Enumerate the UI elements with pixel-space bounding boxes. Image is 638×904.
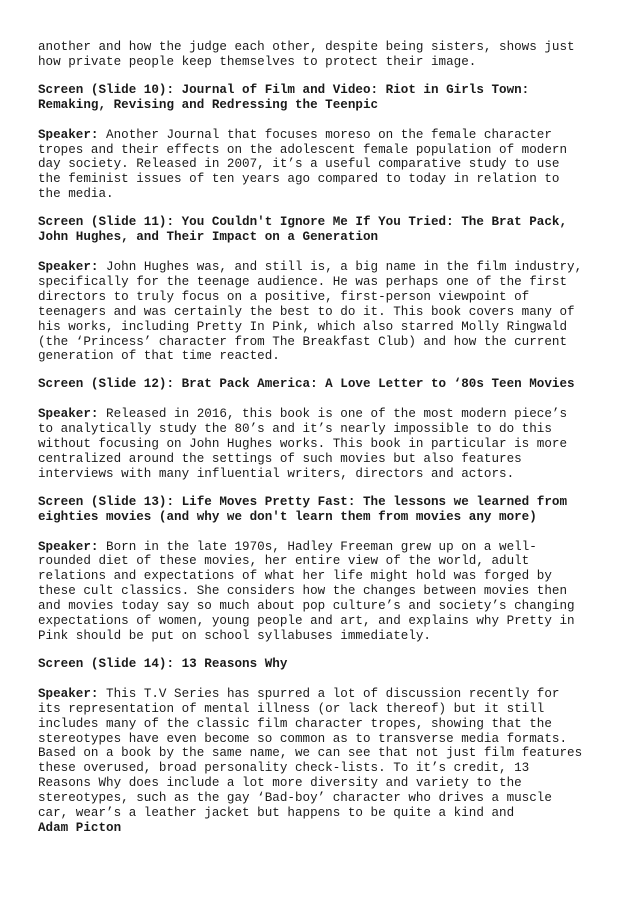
speaker-paragraph-slide-11: Speaker: John Hughes was, and still is, a big name in the film industry, specifically for the teenage audience. He was perhaps one of the first directors to truly focus on a positive, first-person viewpoint of teenagers and was certainly the best to do it. This book covers many of his works, including Pretty In Pink, which also starred Molly Ringwald (the ‘Princess’ character from The Breakfast Club) and how the current generation of that time reacted. — [38, 259, 583, 364]
speaker-paragraph-slide-13: Speaker: Born in the late 1970s, Hadley Freeman grew up on a well- rounded diet of these movies, her entire view of the world, adult relations and expectations of what her life might hold was forged by these cult classics. She considers how the changes between movies then and movies today say so much about pop culture’s and society’s changing expectations of women, young people and art, and explains why Pretty in Pink should be put on school syllabuses immediately. — [38, 539, 575, 643]
speaker-label: Speaker: — [38, 539, 99, 554]
speaker-paragraph-slide-12: Speaker: Released in 2016, this book is one of the most modern piece’s to analytically study the 80’s and it’s nearly impossible to do this without focusing on John Hughes works. This book in particular is more centralized around the settings of such movies but also features interviews with many influential writers, directors and actors. — [38, 407, 568, 481]
document-page — [38, 40, 600, 836]
section-heading-slide-12: Screen (Slide 12): Brat Pack America: A Love Letter to ‘80s Teen Movies — [38, 377, 575, 392]
speaker-paragraph-slide-14: Speaker: This T.V Series has spurred a lot of discussion recently for its representation of mental illness (or lack thereof) but it still includes many of the classic film character tropes, showing that the stereotypes have even become so common as to transverse media formats. Based on a book by the same name, we can see that not just film features these overused, broad personality check-lists. To it’s credit, 13 Reasons Why does include a lot more diversity and variety to the stereotypes, such as the gay ‘Bad-boy’ character who drives a muscle car, wear’s a leather jacket but happens to be quite a kind and — [38, 686, 583, 821]
section-heading-slide-11: Screen (Slide 11): You Couldn't Ignore Me If You Tried: The Brat Pack, John Hughes, and Their Impact on a Generation — [38, 215, 568, 245]
section-heading-slide-13: Screen (Slide 13): Life Moves Pretty Fast: The lessons we learned from eighties movies (and why we don't learn them from movies any more) — [38, 494, 568, 524]
speaker-label: Speaker: — [38, 127, 99, 142]
speaker-label: Speaker: — [38, 686, 99, 701]
author-name: Adam Picton — [38, 820, 122, 835]
speaker-label: Speaker: — [38, 407, 99, 422]
intro-line: another and how the judge each other, despite being sisters, shows just — [38, 40, 575, 54]
intro-line: how private people keep themselves to protect their image. — [38, 54, 477, 69]
section-heading-slide-10: Screen (Slide 10): Journal of Film and Video: Riot in Girls Town: Remaking, Revising and Redressing the Teenpic — [38, 82, 530, 112]
speaker-label: Speaker: — [38, 259, 99, 274]
speaker-paragraph-slide-10: Speaker: Another Journal that focuses moreso on the female character tropes and their effects on the adolescent female population of modern day society. Released in 2007, it’s a useful comparative study to use the feminist issues of ten years ago compared to today in relation to the media. — [38, 127, 568, 202]
section-heading-slide-14: Screen (Slide 14): 13 Reasons Why — [38, 656, 288, 671]
intro-paragraph — [38, 40, 600, 70]
